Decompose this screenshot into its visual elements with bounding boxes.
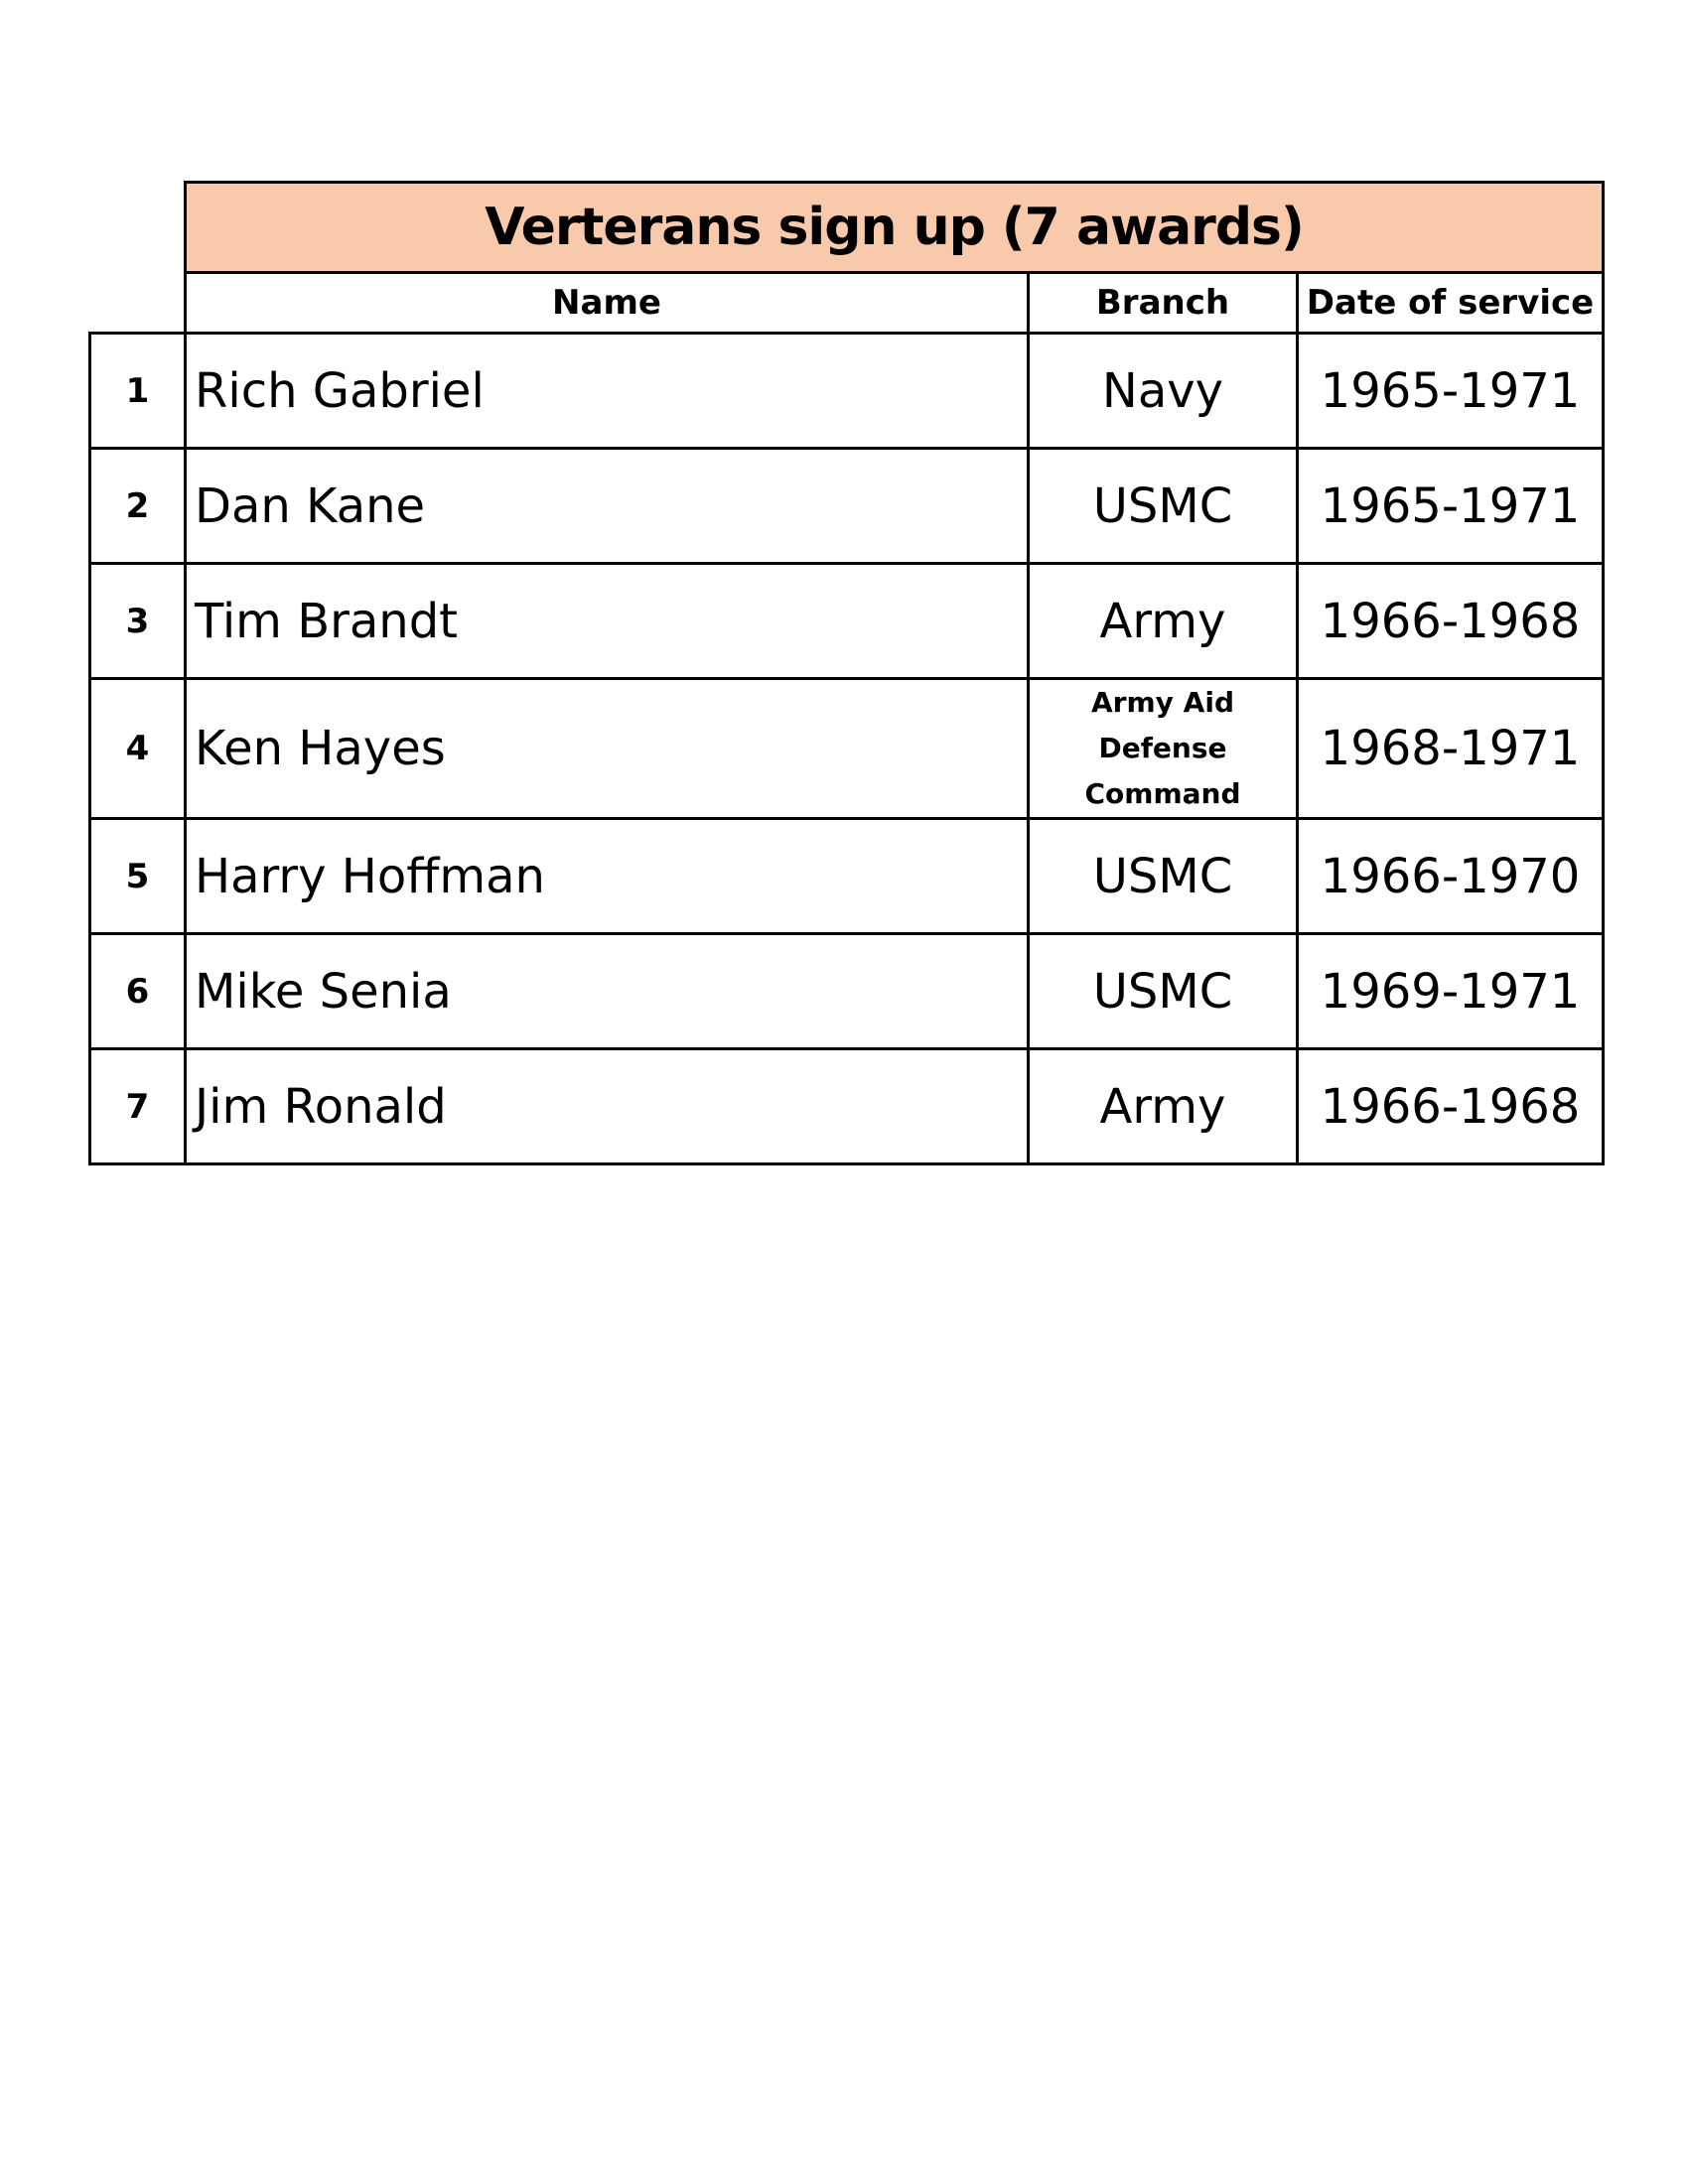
table-row [90,449,1604,564]
table-row [90,934,1604,1049]
table-row [90,819,1604,934]
veteran-name: Mike Senia [186,934,1029,1049]
service-dates: 1969-1971 [1298,934,1604,1049]
blank-corner-cell [90,183,186,273]
veteran-branch: USMC [1029,449,1298,564]
blank-corner-cell [90,273,186,334]
row-number: 5 [90,819,186,934]
row-number: 6 [90,934,186,1049]
service-dates: 1965-1971 [1298,449,1604,564]
row-number: 3 [90,564,186,679]
table-row [90,564,1604,679]
service-dates: 1968-1971 [1298,679,1604,819]
veteran-branch: Navy [1029,334,1298,449]
column-header-name: Name [186,273,1029,334]
veterans-signup-sheet [88,181,1602,1165]
service-dates: 1966-1968 [1298,564,1604,679]
service-dates: 1966-1970 [1298,819,1604,934]
veteran-name: Jim Ronald [186,1049,1029,1164]
row-number: 4 [90,679,186,819]
row-number: 2 [90,449,186,564]
veteran-name: Tim Brandt [186,564,1029,679]
veteran-name: Harry Hoffman [186,819,1029,934]
header-row [90,273,1604,334]
table-row [90,1049,1604,1164]
veteran-branch: Army [1029,564,1298,679]
table-row [90,334,1604,449]
veteran-name: Ken Hayes [186,679,1029,819]
title-row [90,183,1604,273]
service-dates: 1966-1968 [1298,1049,1604,1164]
veteran-branch: Army [1029,1049,1298,1164]
veteran-name: Rich Gabriel [186,334,1029,449]
veteran-name: Dan Kane [186,449,1029,564]
veteran-branch: USMC [1029,819,1298,934]
row-number: 7 [90,1049,186,1164]
veteran-branch: USMC [1029,934,1298,1049]
table-row [90,679,1604,819]
table-title: Verterans sign up (7 awards) [186,183,1604,273]
service-dates: 1965-1971 [1298,334,1604,449]
veteran-branch: Army Aid Defense Command [1029,679,1298,819]
column-header-date: Date of service [1298,273,1604,334]
column-header-branch: Branch [1029,273,1298,334]
row-number: 1 [90,334,186,449]
veterans-table [88,181,1605,1165]
